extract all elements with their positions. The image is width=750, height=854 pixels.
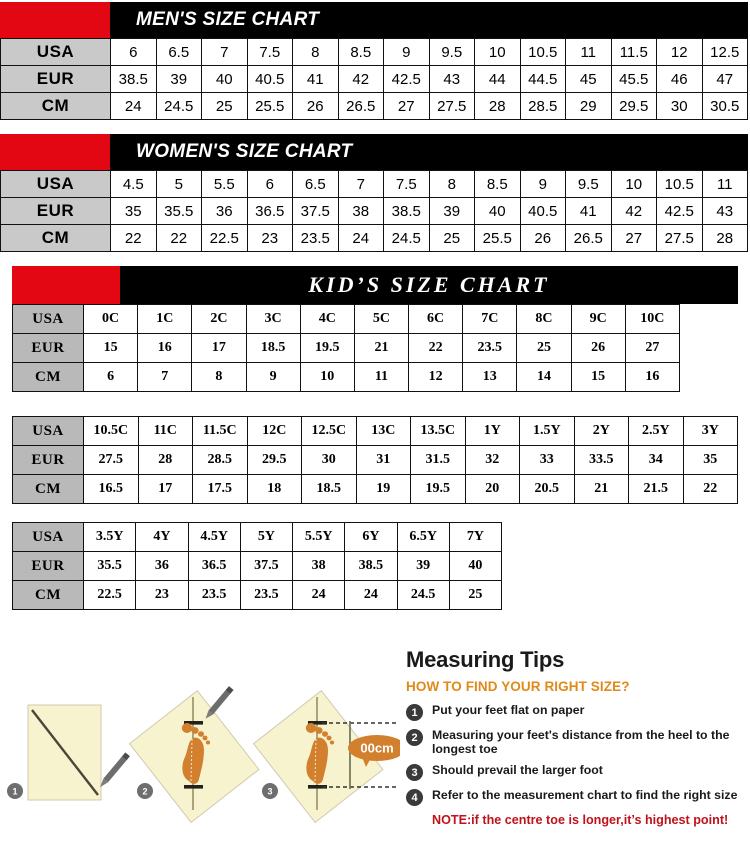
- table-row: [13, 552, 502, 581]
- size-cell: 27.5: [429, 93, 475, 120]
- row-label-cm: CM: [13, 581, 84, 610]
- size-cell: 17.5: [193, 475, 248, 504]
- step-number-badge: 3: [406, 764, 423, 781]
- size-cell: 47: [702, 66, 748, 93]
- kids-chart-title: KID’S SIZE CHART: [308, 272, 550, 297]
- illustration-step-3: [254, 691, 400, 823]
- size-cell: 3C: [246, 305, 300, 334]
- size-cell: 36: [202, 198, 248, 225]
- size-cell: 8.5: [475, 171, 521, 198]
- size-cell: 8: [293, 39, 339, 66]
- size-cell: 39: [397, 552, 449, 581]
- size-cell: 9: [246, 363, 300, 392]
- size-cell: 34: [629, 446, 684, 475]
- size-cell: 21.5: [629, 475, 684, 504]
- size-cell: 33: [520, 446, 575, 475]
- size-cell: 9: [520, 171, 566, 198]
- size-cell: 22: [683, 475, 738, 504]
- tip-step: [406, 703, 750, 721]
- size-cell: 33.5: [574, 446, 629, 475]
- size-cell: 7.5: [384, 171, 430, 198]
- size-cell: 6: [111, 39, 157, 66]
- size-cell: 12: [409, 363, 463, 392]
- size-cell: 26: [571, 334, 625, 363]
- mens-size-chart: [0, 2, 748, 120]
- size-cell: 26.5: [566, 225, 612, 252]
- size-cell: 38.5: [345, 552, 397, 581]
- size-cell: 25.5: [247, 93, 293, 120]
- size-cell: 20: [465, 475, 520, 504]
- red-accent-block: [12, 266, 120, 304]
- size-cell: 42: [611, 198, 657, 225]
- size-cell: 28.5: [520, 93, 566, 120]
- size-cell: 25.5: [475, 225, 521, 252]
- size-cell: 24: [293, 581, 345, 610]
- womens-chart-title: WOMEN'S SIZE CHART: [136, 141, 353, 162]
- size-cell: 12C: [247, 417, 302, 446]
- size-cell: 8: [192, 363, 246, 392]
- size-cell: 26: [293, 93, 339, 120]
- kids-size-table-3: [12, 522, 502, 610]
- size-cell: 7: [338, 171, 384, 198]
- size-cell: 39: [156, 66, 202, 93]
- size-cell: 22: [409, 334, 463, 363]
- measure-label: 00cm: [360, 740, 394, 756]
- size-cell: 27: [611, 225, 657, 252]
- size-cell: 4C: [300, 305, 354, 334]
- size-cell: 24.5: [384, 225, 430, 252]
- size-cell: 13: [463, 363, 517, 392]
- size-cell: 37.5: [293, 198, 339, 225]
- size-cell: 38.5: [384, 198, 430, 225]
- size-cell: 27: [625, 334, 679, 363]
- mens-chart-title: MEN'S SIZE CHART: [136, 9, 320, 30]
- size-cell: 8.5: [338, 39, 384, 66]
- size-cell: 26: [520, 225, 566, 252]
- size-cell: 25: [517, 334, 571, 363]
- size-cell: 23.5: [293, 225, 339, 252]
- mens-chart-header: [0, 2, 748, 38]
- size-cell: 17: [192, 334, 246, 363]
- row-label-cm: CM: [13, 363, 84, 392]
- size-cell: 19.5: [411, 475, 466, 504]
- tips-note: NOTE:if the centre toe is longer,it’s highest point!: [432, 813, 729, 827]
- size-cell: 27: [384, 93, 430, 120]
- row-label-cm: CM: [13, 475, 84, 504]
- size-cell: 17: [138, 475, 193, 504]
- size-cell: 2Y: [574, 417, 629, 446]
- size-cell: 24.5: [397, 581, 449, 610]
- measuring-illustrations: [0, 655, 400, 850]
- size-cell: 7: [202, 39, 248, 66]
- tips-list: [406, 703, 750, 806]
- size-cell: 5Y: [240, 523, 292, 552]
- size-cell: 6.5: [156, 39, 202, 66]
- size-cell: 28: [702, 225, 748, 252]
- size-cell: 36.5: [247, 198, 293, 225]
- size-cell: 31: [356, 446, 411, 475]
- table-row: [13, 305, 680, 334]
- red-accent-block: [0, 2, 110, 38]
- size-cell: 16: [138, 334, 192, 363]
- row-label-usa: USA: [1, 171, 111, 198]
- row-label-usa: USA: [13, 305, 84, 334]
- size-cell: 40.5: [247, 66, 293, 93]
- size-cell: 40: [475, 198, 521, 225]
- size-cell: 22.5: [84, 581, 136, 610]
- size-cell: 11.5C: [193, 417, 248, 446]
- size-cell: 18: [247, 475, 302, 504]
- svg-text:1: 1: [12, 786, 18, 797]
- tip-step: [406, 728, 750, 756]
- size-cell: 41: [293, 66, 339, 93]
- illustration-step-2: [130, 686, 259, 822]
- size-cell: 20.5: [520, 475, 575, 504]
- size-cell: 28: [138, 446, 193, 475]
- size-cell: 4.5: [111, 171, 157, 198]
- step-number-badge: 4: [406, 789, 423, 806]
- table-row: [13, 334, 680, 363]
- svg-text:3: 3: [267, 786, 273, 797]
- size-cell: 24.5: [156, 93, 202, 120]
- size-cell: 41: [566, 198, 612, 225]
- size-cell: 2C: [192, 305, 246, 334]
- size-cell: 35.5: [84, 552, 136, 581]
- size-cell: 8: [429, 171, 475, 198]
- table-row: [1, 66, 748, 93]
- size-cell: 24: [338, 225, 384, 252]
- table-row: [13, 446, 738, 475]
- mens-size-table: [0, 38, 748, 120]
- table-row: [1, 225, 748, 252]
- size-cell: 28.5: [193, 446, 248, 475]
- size-cell: 21: [574, 475, 629, 504]
- size-cell: 43: [429, 66, 475, 93]
- size-cell: 30: [657, 93, 703, 120]
- size-cell: 39: [429, 198, 475, 225]
- size-cell: 40: [449, 552, 501, 581]
- size-cell: 16.5: [84, 475, 139, 504]
- size-cell: 7: [138, 363, 192, 392]
- size-cell: 12.5C: [302, 417, 357, 446]
- size-cell: 40.5: [520, 198, 566, 225]
- size-cell: 21: [354, 334, 408, 363]
- size-cell: 26.5: [338, 93, 384, 120]
- size-cell: 11: [566, 39, 612, 66]
- size-cell: 10: [611, 171, 657, 198]
- size-cell: 11: [702, 171, 748, 198]
- size-cell: 43: [702, 198, 748, 225]
- step-text: Put your feet flat on paper: [432, 703, 585, 717]
- table-row: [1, 93, 748, 120]
- size-cell: 13.5C: [411, 417, 466, 446]
- row-label-eur: EUR: [13, 334, 84, 363]
- size-cell: 8C: [517, 305, 571, 334]
- row-label-eur: EUR: [1, 198, 111, 225]
- size-cell: 35: [683, 446, 738, 475]
- size-cell: 23: [247, 225, 293, 252]
- size-cell: 35: [111, 198, 157, 225]
- size-cell: 31.5: [411, 446, 466, 475]
- size-cell: 28: [475, 93, 521, 120]
- kids-size-table-1: [12, 304, 680, 392]
- size-cell: 42.5: [657, 198, 703, 225]
- row-label-usa: USA: [13, 417, 84, 446]
- size-cell: 3.5Y: [84, 523, 136, 552]
- measuring-tips-panel: [406, 647, 750, 827]
- size-cell: 1Y: [465, 417, 520, 446]
- size-cell: 19: [356, 475, 411, 504]
- tips-title: Measuring Tips: [406, 647, 565, 672]
- size-cell: 11C: [138, 417, 193, 446]
- size-cell: 18.5: [246, 334, 300, 363]
- size-cell: 1.5Y: [520, 417, 575, 446]
- size-cell: 29.5: [611, 93, 657, 120]
- size-cell: 36: [136, 552, 188, 581]
- row-label-eur: EUR: [13, 446, 84, 475]
- size-cell: 32: [465, 446, 520, 475]
- size-cell: 27.5: [84, 446, 139, 475]
- size-cell: 35.5: [156, 198, 202, 225]
- size-cell: 5.5Y: [293, 523, 345, 552]
- size-cell: 5C: [354, 305, 408, 334]
- mens-chart-title-bar: [110, 2, 748, 38]
- table-row: [1, 39, 748, 66]
- size-cell: 14: [517, 363, 571, 392]
- table-row: [13, 363, 680, 392]
- size-cell: 4.5Y: [188, 523, 240, 552]
- size-cell: 23.5: [188, 581, 240, 610]
- size-cell: 10.5C: [84, 417, 139, 446]
- size-cell: 4Y: [136, 523, 188, 552]
- size-cell: 22: [111, 225, 157, 252]
- size-cell: 10C: [625, 305, 679, 334]
- size-cell: 40: [202, 66, 248, 93]
- size-cell: 19.5: [300, 334, 354, 363]
- size-cell: 13C: [356, 417, 411, 446]
- size-cell: 45.5: [611, 66, 657, 93]
- size-cell: 25: [449, 581, 501, 610]
- size-cell: 7.5: [247, 39, 293, 66]
- size-cell: 42.5: [384, 66, 430, 93]
- size-cell: 38: [293, 552, 345, 581]
- size-cell: 23.5: [240, 581, 292, 610]
- size-cell: 9C: [571, 305, 625, 334]
- size-cell: 5.5: [202, 171, 248, 198]
- size-cell: 16: [625, 363, 679, 392]
- row-label-usa: USA: [1, 39, 111, 66]
- size-cell: 11: [354, 363, 408, 392]
- step-text: Measuring your feet's distance from the heel to the longest toe: [432, 728, 730, 756]
- size-cell: 9.5: [566, 171, 612, 198]
- size-cell: 45: [566, 66, 612, 93]
- size-cell: 6: [84, 363, 138, 392]
- size-cell: 10.5: [657, 171, 703, 198]
- size-cell: 25: [429, 225, 475, 252]
- size-cell: 18.5: [302, 475, 357, 504]
- size-cell: 44.5: [520, 66, 566, 93]
- size-cell: 24: [345, 581, 397, 610]
- tip-step: [406, 763, 750, 781]
- row-label-eur: EUR: [1, 66, 111, 93]
- size-cell: 9.5: [429, 39, 475, 66]
- womens-chart-title-bar: [110, 134, 748, 170]
- tips-subtitle: HOW TO FIND YOUR RIGHT SIZE?: [406, 679, 630, 694]
- size-cell: 37.5: [240, 552, 292, 581]
- size-cell: 46: [657, 66, 703, 93]
- table-row: [13, 523, 502, 552]
- size-cell: 29: [566, 93, 612, 120]
- size-cell: 3Y: [683, 417, 738, 446]
- size-cell: 5: [156, 171, 202, 198]
- size-cell: 11.5: [611, 39, 657, 66]
- table-row: [13, 581, 502, 610]
- size-cell: 10: [475, 39, 521, 66]
- kids-size-table-2: [12, 416, 738, 504]
- step-text: Should prevail the larger foot: [432, 763, 603, 777]
- size-cell: 42: [338, 66, 384, 93]
- size-cell: 9: [384, 39, 430, 66]
- svg-text:2: 2: [142, 786, 148, 797]
- size-cell: 2.5Y: [629, 417, 684, 446]
- row-label-cm: CM: [1, 93, 111, 120]
- table-row: [1, 171, 748, 198]
- size-cell: 6C: [409, 305, 463, 334]
- size-cell: 23: [136, 581, 188, 610]
- size-cell: 12.5: [702, 39, 748, 66]
- size-cell: 27.5: [657, 225, 703, 252]
- size-cell: 36.5: [188, 552, 240, 581]
- size-cell: 24: [111, 93, 157, 120]
- size-cell: 15: [571, 363, 625, 392]
- size-cell: 25: [202, 93, 248, 120]
- size-cell: 10.5: [520, 39, 566, 66]
- size-cell: 6Y: [345, 523, 397, 552]
- size-cell: 22: [156, 225, 202, 252]
- table-row: [13, 475, 738, 504]
- size-cell: 7C: [463, 305, 517, 334]
- size-cell: 29.5: [247, 446, 302, 475]
- size-cell: 22.5: [202, 225, 248, 252]
- womens-size-chart: [0, 134, 748, 252]
- size-cell: 15: [84, 334, 138, 363]
- table-row: [13, 417, 738, 446]
- step-number-badge: 2: [406, 729, 423, 746]
- size-cell: 23.5: [463, 334, 517, 363]
- size-cell: 6.5Y: [397, 523, 449, 552]
- row-label-usa: USA: [13, 523, 84, 552]
- size-cell: 6: [247, 171, 293, 198]
- tip-step: [406, 788, 750, 806]
- row-label-eur: EUR: [13, 552, 84, 581]
- size-cell: 30.5: [702, 93, 748, 120]
- womens-size-table: [0, 170, 748, 252]
- step-text: Refer to the measurement chart to find the right size: [432, 788, 738, 802]
- size-cell: 0C: [84, 305, 138, 334]
- size-cell: 30: [302, 446, 357, 475]
- size-cell: 6.5: [293, 171, 339, 198]
- size-cell: 1C: [138, 305, 192, 334]
- size-cell: 12: [657, 39, 703, 66]
- table-row: [1, 198, 748, 225]
- step-number-badge: 1: [406, 704, 423, 721]
- size-cell: 10: [300, 363, 354, 392]
- kids-chart-title-bar: [120, 266, 738, 304]
- size-cell: 7Y: [449, 523, 501, 552]
- size-cell: 38.5: [111, 66, 157, 93]
- womens-chart-header: [0, 134, 748, 170]
- size-cell: 44: [475, 66, 521, 93]
- row-label-cm: CM: [1, 225, 111, 252]
- kids-chart-header: [12, 266, 738, 304]
- size-cell: 38: [338, 198, 384, 225]
- red-accent-block: [0, 134, 110, 170]
- illustration-step-1: [7, 705, 130, 800]
